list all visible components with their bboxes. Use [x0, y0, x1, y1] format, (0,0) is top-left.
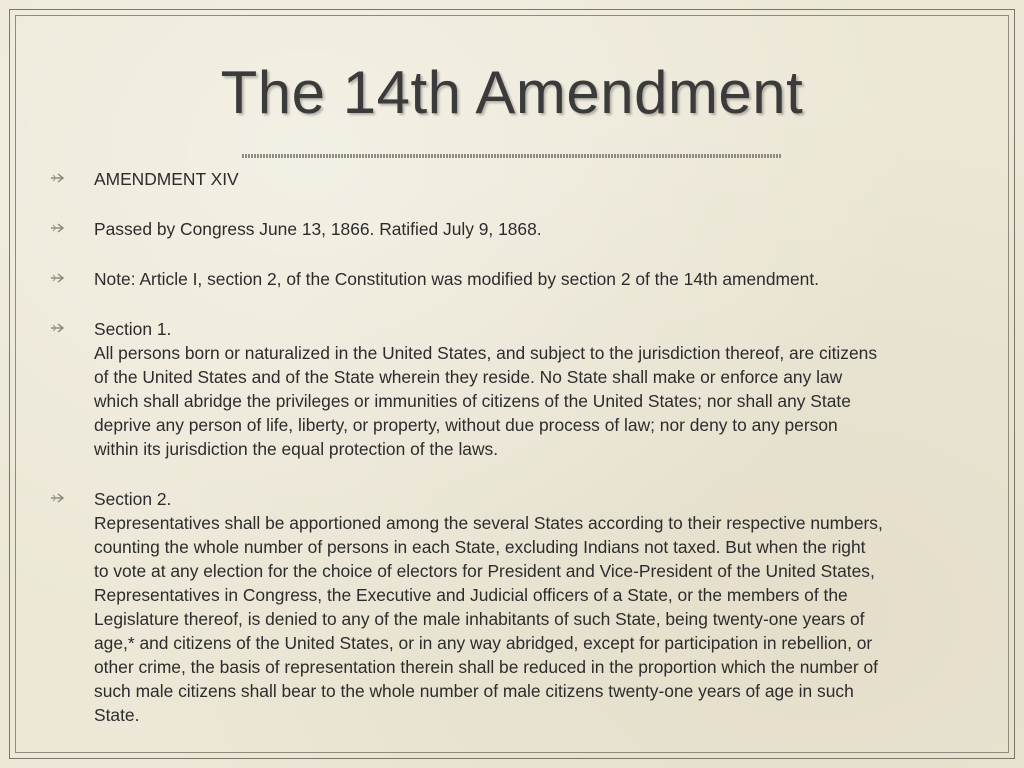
arrow-bullet-icon — [50, 272, 66, 284]
section-heading: Section 2. — [94, 489, 172, 509]
arrow-bullet-icon — [50, 322, 66, 334]
bullet-text-line: State. — [94, 705, 140, 725]
bullet-amendment-number — [94, 167, 1009, 191]
bullet-text-line: Note: Article I, section 2, of the Constitution was modified by section 2 of the 14th amendment. — [94, 269, 820, 289]
bullet-text-line: All persons born or naturalized in the United States, and subject to the jurisdiction thereof, are citizens — [94, 343, 878, 363]
bullet-text-line: AMENDMENT XIV — [94, 169, 239, 189]
bullet-text-line: to vote at any election for the choice of electors for President and Vice-President of the United States, — [94, 561, 875, 581]
bullet-text-line: Representatives in Congress, the Executive and Judicial officers of a State, or the members of the — [94, 585, 848, 605]
bullet-note — [94, 267, 1009, 291]
bullet-section-2 — [94, 487, 1009, 727]
bullet-text-line: counting the whole number of persons in each State, excluding Indians not taxed. But when the right — [94, 537, 866, 557]
section-heading: Section 1. — [94, 319, 172, 339]
arrow-bullet-icon — [50, 222, 66, 234]
bullet-section-1 — [94, 317, 1009, 461]
bullet-text-line: other crime, the basis of representation therein shall be reduced in the proportion which the number of — [94, 657, 878, 677]
bullet-text-line: Passed by Congress June 13, 1866. Ratified July 9, 1868. — [94, 219, 542, 239]
bullet-text-line: age,* and citizens of the United States, or in any way abridged, except for participation in rebellion, or — [94, 633, 873, 653]
bullet-text-line: of the United States and of the State wherein they reside. No State shall make or enforce any law — [94, 367, 843, 387]
bullet-text-line: Legislature thereof, is denied to any of the male inhabitants of such State, being twenty-one years of — [94, 609, 865, 629]
bullet-text-line: within its jurisdiction the equal protection of the laws. — [94, 439, 499, 459]
title-underline — [242, 154, 782, 158]
bullet-text-line: Representatives shall be apportioned among the several States according to their respective numbers, — [94, 513, 883, 533]
arrow-bullet-icon — [50, 172, 66, 184]
bullet-text-line: which shall abridge the privileges or immunities of citizens of the United States; nor shall any State — [94, 391, 851, 411]
bullet-text-line: deprive any person of life, liberty, or property, without due process of law; nor deny to any person — [94, 415, 838, 435]
bullet-passed-ratified — [94, 217, 1009, 241]
slide-title: The 14th Amendment — [220, 59, 804, 126]
arrow-bullet-icon — [50, 492, 66, 504]
bullet-text-line: such male citizens shall bear to the whole number of male citizens twenty-one years of age in such — [94, 681, 854, 701]
